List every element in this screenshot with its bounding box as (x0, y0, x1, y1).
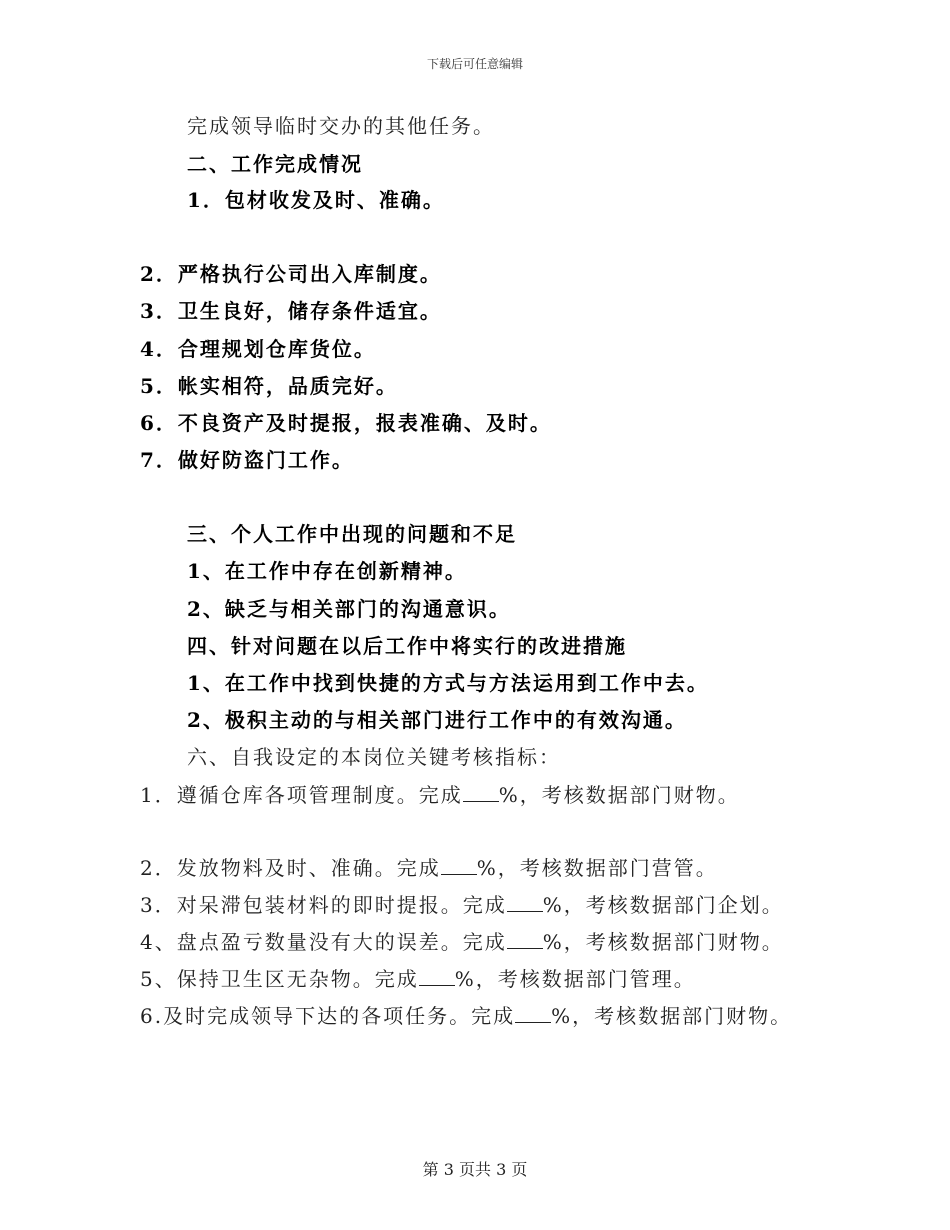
list-item: 7．做好防盗门工作。 (140, 448, 354, 472)
section-heading: 六、自我设定的本岗位关键考核指标： (187, 745, 561, 769)
list-item: 3．卫生良好，储存条件适宜。 (140, 299, 442, 323)
list-item: 1、在工作中存在创新精神。 (187, 559, 467, 583)
list-item: 6．不良资产及时提报，报表准确、及时。 (140, 411, 552, 435)
list-item: 5．帐实相符，品质完好。 (140, 374, 398, 398)
fill-blank (463, 783, 499, 802)
kpi-text: %，考核数据部门财物。 (498, 783, 740, 807)
kpi-text: 4、盘点盈亏数量没有大的误差。完成 (140, 930, 507, 954)
kpi-item (140, 967, 696, 991)
list-item: 2、缺乏与相关部门的沟通意识。 (187, 597, 511, 621)
fill-blank (515, 1004, 551, 1023)
kpi-item (140, 783, 740, 807)
kpi-text: 1．遵循仓库各项管理制度。完成 (140, 783, 463, 807)
kpi-text: %，考核数据部门营管。 (476, 856, 718, 880)
kpi-item (140, 856, 718, 880)
fill-blank (441, 856, 477, 875)
kpi-text: %，考核数据部门管理。 (454, 967, 696, 991)
section-heading: 四、针对问题在以后工作中将实行的改进措施 (187, 634, 627, 658)
kpi-text: 6.及时完成领导下达的各项任务。完成 (140, 1004, 516, 1028)
kpi-text: 3．对呆滞包装材料的即时提报。完成 (140, 893, 507, 917)
fill-blank (507, 893, 543, 912)
fill-blank (419, 967, 455, 986)
kpi-text: 5、保持卫生区无杂物。完成 (140, 967, 419, 991)
kpi-text: 2．发放物料及时、准确。完成 (140, 856, 441, 880)
kpi-item (140, 1004, 792, 1028)
kpi-text: %，考核数据部门财物。 (542, 930, 784, 954)
list-item: 2．严格执行公司出入库制度。 (140, 262, 442, 286)
page-header: 下载后可任意编辑 (426, 57, 523, 71)
list-item: 1．包材收发及时、准确。 (187, 188, 445, 212)
section-heading: 三、个人工作中出现的问题和不足 (187, 522, 517, 546)
list-item: 4．合理规划仓库货位。 (140, 337, 376, 361)
kpi-item (140, 893, 784, 917)
kpi-text: %，考核数据部门财物。 (551, 1004, 793, 1028)
list-item: 2、极积主动的与相关部门进行工作中的有效沟通。 (187, 708, 687, 732)
kpi-item (140, 930, 784, 954)
kpi-text: %，考核数据部门企划。 (542, 893, 784, 917)
page-footer: 第 3 页共 3 页 (422, 1160, 528, 1179)
fill-blank (507, 930, 543, 949)
text-line: 完成领导临时交办的其他任务。 (187, 114, 495, 138)
list-item: 1、在工作中找到快捷的方式与方法运用到工作中去。 (187, 671, 709, 695)
section-heading: 二、工作完成情况 (187, 152, 363, 176)
